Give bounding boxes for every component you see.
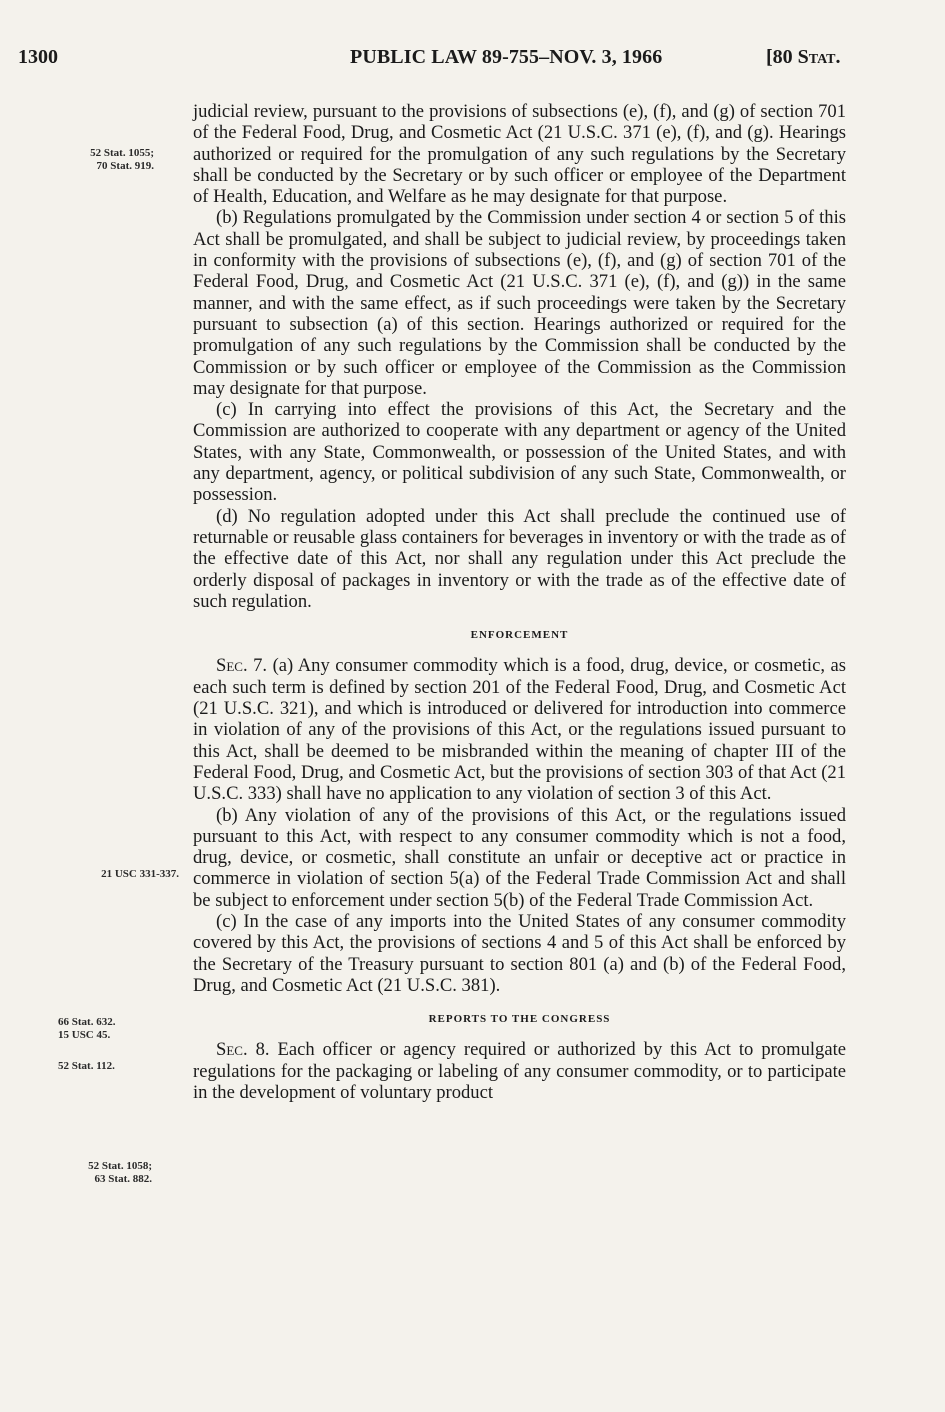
section-text: (a) Any consumer commodity which is a food, drug, device, or cosmetic, as each such term is defined by section 201 of the Federal Food, Drug, and Cosmetic Act (21 U.S.C. 321), and which is introduced or delivered for introduction into commerce in violation of any of the provisions of this Act, or the regulations issued pursuant to this Act, shall be deemed to be misbranded within the meaning of chapter III of the Federal Food, Drug, and Cosmetic Act, but the provisions of section 303 of that Act (21 U.S.C. 333) shall have no application to any violation of section 3 of this Act.	[193, 655, 846, 805]
margin-note-2	[20, 868, 179, 881]
section-7-paragraph-c: (c) In the case of any imports into the United States of any consumer commodity covered by this Act, the provisions of sections 4 and 5 of this Act shall be enforced by the Secretary of the Treasury pursuant to section 801 (a) and (b) of the Federal Food, Drug, and Cosmetic Act (21 U.S.C. 381).	[193, 910, 846, 996]
margin-note-line: 52 Stat. 1058;	[88, 1160, 152, 1172]
section-8-paragraph	[193, 1039, 846, 1103]
statute-volume: [80	[766, 46, 798, 68]
running-title: PUBLIC LAW 89-755–NOV. 3, 1966	[350, 46, 663, 68]
section-label: Sec. 7.	[216, 655, 268, 677]
margin-note-line: 52 Stat. 112.	[58, 1060, 115, 1072]
paragraph-b: (b) Regulations promulgated by the Commission under section 4 or section 5 of this Act shall be promulgated, and shall be subject to judicial review, by proceedings taken in conformity with the provisions of subsections (e), (f), and (g) of section 701 of the Federal Food, Drug, and Cosmetic Act (21 U.S.C. 371 (e), (f), and (g)) in the same manner, and with the same effect, as if such proceedings were taken by the Secretary pursuant to subsection (a) of this section. Hearings authorized or required for the promulgation of any such regulations by the Commission shall be conducted by the Commission or by such officer or employee of the Commission as the Commission may designate for that purpose.	[193, 207, 846, 399]
margin-note-line: 70 Stat. 919.	[96, 160, 154, 172]
section-text: Each officer or agency required or authorized by this Act to promulgate regulations for the packaging or labeling of any consumer commodity, or to participate in the development of voluntary product	[193, 1039, 846, 1104]
paragraph-d: (d) No regulation adopted under this Act shall preclude the continued use of returnable or reusable glass containers for beverages in inventory or with the trade as of the effective date of this Act, nor shall any regulation under this Act preclude the orderly disposal of packages in inventory or with the trade as of the effective date of such regulation.	[193, 505, 846, 612]
margin-note-5	[20, 1160, 152, 1186]
margin-note-line: 21 USC 331-337.	[101, 868, 179, 880]
page-header	[0, 46, 945, 80]
margin-note-line: 63 Stat. 882.	[94, 1173, 152, 1185]
section-label: Sec. 8.	[216, 1039, 270, 1061]
margin-note-line: 66 Stat. 632.	[58, 1016, 116, 1028]
section-7-paragraph-a	[193, 655, 846, 804]
margin-note-3	[20, 1016, 190, 1042]
statute-citation	[766, 46, 841, 69]
margin-note-line: 52 Stat. 1055;	[90, 147, 154, 159]
paragraph-c: (c) In carrying into effect the provisions of this Act, the Secretary and the Commission are authorized to cooperate with any department or agency of the United States, with any State, Commonwealth, or possession of the United States, and with any department, agency, or political subdivision of any such State, Commonwealth, or possession.	[193, 399, 846, 506]
margin-note-1	[26, 147, 154, 173]
section-heading-reports: REPORTS TO THE CONGRESS	[428, 1013, 611, 1026]
document-body	[193, 101, 846, 1103]
margin-note-4	[20, 1060, 190, 1073]
paragraph-continued: judicial review, pursuant to the provisions of subsections (e), (f), and (g) of section 701 of the Federal Food, Drug, and Cosmetic Act (21 U.S.C. 371 (e), (f), and (g). Hearings authorized or required for the promulgation of any such regulations by the Secretary shall be conducted by the Secretary or by such officer or employee of the Department of Health, Education, and Welfare as he may designate for that purpose.	[193, 101, 846, 208]
section-heading-enforcement: ENFORCEMENT	[470, 629, 569, 642]
section-7-paragraph-b: (b) Any violation of any of the provisions of this Act, or the regulations issued pursuant to this Act, with respect to any consumer commodity which is not a food, drug, device, or cosmetic, shall constitute an unfair or deceptive act or practice in commerce in violation of section 5(a) of the Federal Trade Commission Act and shall be subject to enforcement under section 5(b) of the Federal Trade Commission Act.	[193, 804, 846, 911]
statute-label: Stat.	[797, 46, 841, 68]
page-number: 1300	[18, 46, 58, 68]
margin-note-line: 15 USC 45.	[58, 1029, 111, 1041]
